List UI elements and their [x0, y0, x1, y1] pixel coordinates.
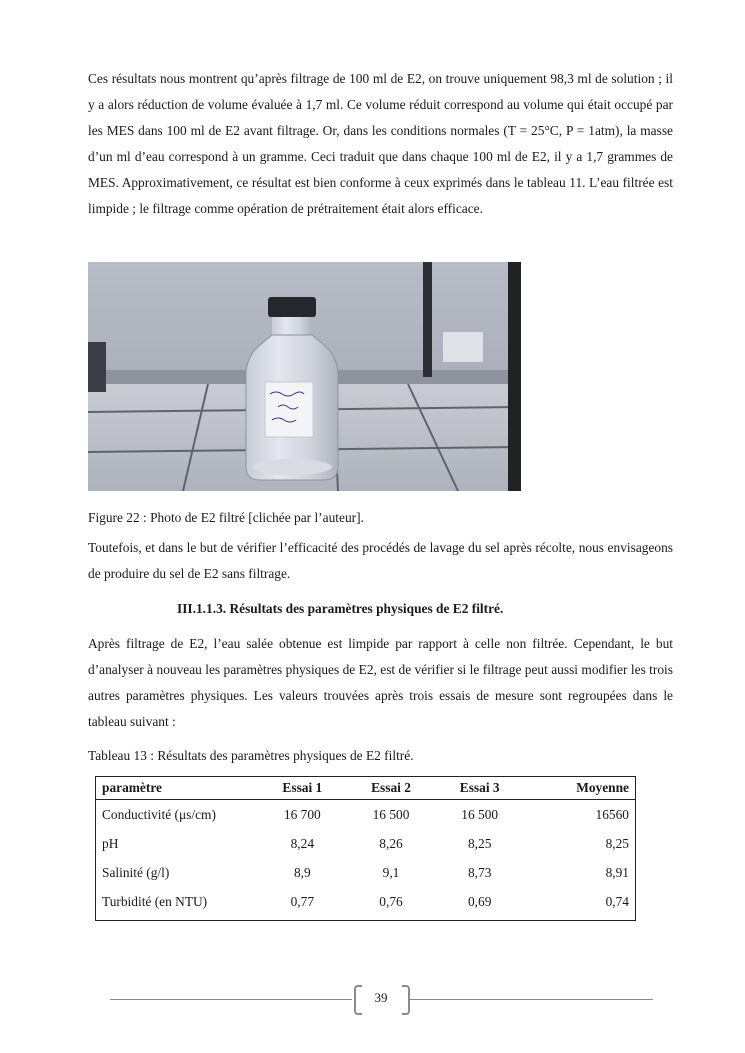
cell-value: 8,9 [293, 864, 311, 880]
cell-value: 8,24 [290, 835, 315, 851]
cell-value: 8,25 [467, 835, 492, 851]
cell-average: 0,74 [605, 893, 629, 909]
cell-value: 9,1 [382, 864, 400, 880]
table-header-row [96, 777, 635, 800]
bracket-left-icon [354, 985, 362, 1015]
footer-rule-left [110, 999, 352, 1000]
header-essai-3: Essai 3 [435, 777, 524, 800]
figure-caption: Figure 22 : Photo de E2 filtré [clichée par l’auteur]. [88, 510, 364, 525]
header-parametre: paramètre [96, 777, 258, 800]
header-moyenne: Moyenne [524, 777, 635, 800]
cell-parameter: pH [102, 835, 119, 851]
cell-average: 8,91 [605, 864, 629, 880]
bracket-right-icon [402, 985, 410, 1015]
table-row [96, 887, 635, 916]
cell-value: 8,26 [379, 835, 403, 851]
paragraph-physical-parameters: Après filtrage de E2, l’eau salée obtenue est limpide par rapport à celle non filtrée. Cependant, le but d’analyser à nouveau les paramètres physiques de E2, est de vérifier si le filtrage peut aussi modifier les trois autres paramètres physiques. Les valeurs trouvées après trois essais de mesure sont regroupées dans le tableau suivant : [88, 636, 673, 729]
table-row [96, 800, 635, 830]
photo-filtered-e2-bottle [88, 262, 521, 491]
cell-value: 0,77 [290, 893, 315, 909]
table-row [96, 858, 635, 887]
header-essai-1: Essai 1 [258, 777, 347, 800]
footer-rule-right [410, 999, 653, 1000]
section-heading: III.1.1.3. Résultats des paramètres physiques de E2 filtré. [177, 601, 504, 616]
cell-value: 0,69 [467, 893, 492, 909]
paragraph-results-filtration: Ces résultats nous montrent qu’après filtrage de 100 ml de E2, on trouve uniquement 98,3 ml de solution ; il y a alors réduction de volume évaluée à 1,7 ml. Ce volume réduit correspond au volume qui était occupé par les MES dans 100 ml de E2 avant filtrage. Or, dans les conditions normales (T = 25°C, P = 1atm), la masse d’un ml d’eau correspond à un gramme. Ceci traduit que dans chaque 100 ml de E2, il y a 1,7 grammes de MES. Approximativement, ce résultat est bien conforme à ceux exprimés dans le tableau 11. L’eau filtrée est limpide ; le filtrage comme opération de prétraitement était alors efficace. [88, 71, 673, 216]
table-row [96, 829, 635, 858]
cell-value: 16 700 [283, 806, 321, 822]
bottle-photo-illustration [88, 262, 521, 491]
table-caption: Tableau 13 : Résultats des paramètres physiques de E2 filtré. [88, 748, 414, 763]
cell-value: 16 500 [372, 806, 410, 822]
cell-parameter: Salinité (g/l) [102, 864, 170, 880]
results-table [95, 776, 636, 921]
page-footer [110, 984, 653, 1014]
page-number: 39 [374, 990, 388, 1005]
cell-parameter: Conductivité (μs/cm) [102, 806, 216, 822]
paragraph-washing-process: Toutefois, et dans le but de vérifier l’efficacité des procédés de lavage du sel après récolte, nous envisageons de produire du sel de E2 sans filtrage. [88, 540, 673, 581]
cell-value: 0,76 [379, 893, 403, 909]
cell-value: 16 500 [461, 806, 499, 822]
cell-average: 8,25 [605, 835, 629, 851]
header-essai-2: Essai 2 [347, 777, 436, 800]
cell-value: 8,73 [467, 864, 492, 880]
cell-parameter: Turbidité (en NTU) [102, 893, 208, 909]
cell-average: 16560 [595, 806, 629, 822]
